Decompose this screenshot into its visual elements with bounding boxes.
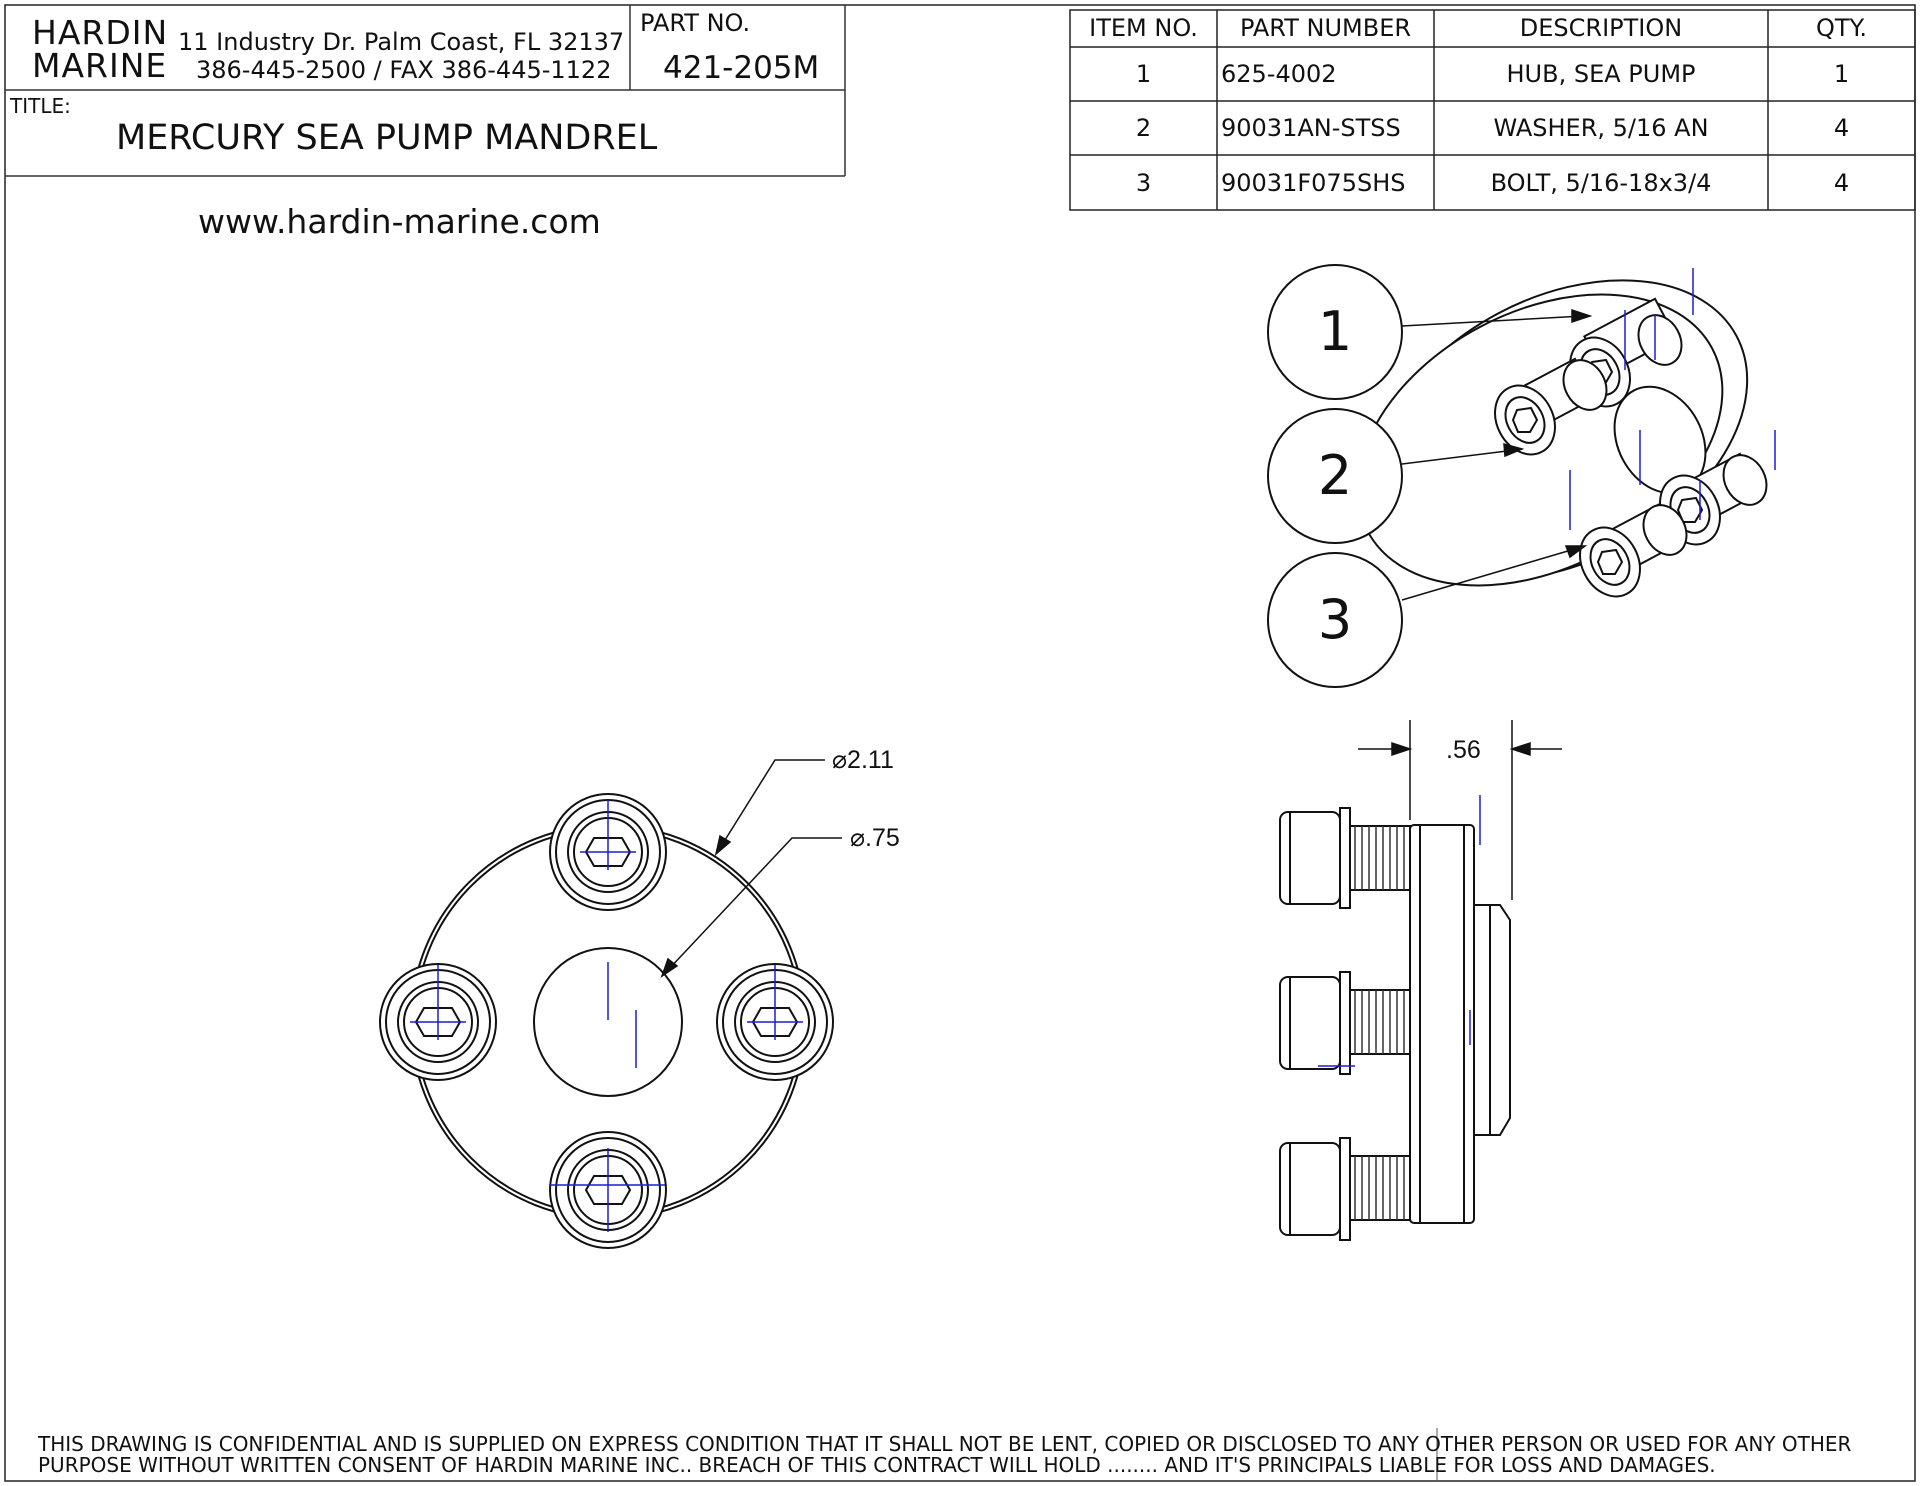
bom-header-qty: QTY.	[1816, 14, 1867, 42]
bom-cell-qty: 4	[1833, 114, 1850, 142]
bom-cell-part-number: 625-4002	[1221, 60, 1337, 88]
bom-cell-item: 2	[1135, 114, 1152, 142]
confidentiality-notice	[38, 1434, 1918, 1476]
bom-cell-description: HUB, SEA PUMP	[1506, 60, 1696, 88]
bom-cell-qty: 1	[1833, 60, 1850, 88]
company-name	[32, 13, 169, 85]
confidentiality-line1: THIS DRAWING IS CONFIDENTIAL AND IS SUPPLIED ON EXPRESS CONDITION THAT IT SHALL NOT BE LENT, COPIED OR DISCLOSED TO ANY OTHER PERSON OR USED FOR ANY OTHER	[38, 1432, 1852, 1456]
bom-cell-description: WASHER, 5/16 AN	[1493, 114, 1709, 142]
dim-hub-thickness: .56	[1446, 736, 1481, 764]
company-phone-fax: 386-445-2500 / FAX 386-445-1122	[196, 56, 612, 84]
bom-cell-part-number: 90031AN-STSS	[1221, 114, 1401, 142]
side-pilot-boss	[1474, 905, 1510, 1135]
balloon-3-label: 3	[1317, 588, 1353, 651]
dim-bore-diameter: ⌀.75	[850, 824, 900, 852]
dim-outer-diameter: ⌀2.11	[832, 746, 894, 774]
balloon-2-label: 2	[1317, 444, 1353, 507]
part-no-label: PART NO.	[640, 9, 751, 37]
front-view	[380, 760, 842, 1248]
bom-cell-part-number: 90031F075SHS	[1221, 169, 1406, 197]
bom-header-description: DESCRIPTION	[1519, 14, 1683, 42]
side-view	[1280, 720, 1562, 1240]
company-name-line2: MARINE	[32, 46, 168, 85]
bom-cell-item: 1	[1135, 60, 1152, 88]
part-no-value: 421-205M	[663, 50, 820, 86]
bom-cell-description: BOLT, 5/16-18x3/4	[1490, 169, 1712, 197]
bom-header-item: ITEM NO.	[1089, 14, 1198, 42]
bom-cell-item: 3	[1135, 169, 1152, 197]
bom-header-part-number: PART NUMBER	[1239, 14, 1412, 42]
company-address: 11 Industry Dr. Palm Coast, FL 32137	[178, 28, 625, 56]
balloon-1-label: 1	[1317, 300, 1353, 363]
bom-cell-qty: 4	[1833, 169, 1850, 197]
drawing-title: MERCURY SEA PUMP MANDREL	[116, 118, 658, 158]
company-name-line1: HARDIN	[32, 13, 169, 52]
title-label: TITLE:	[10, 94, 71, 118]
confidentiality-line2: PURPOSE WITHOUT WRITTEN CONSENT OF HARDIN MARINE INC.. BREACH OF THIS CONTRACT WILL HOLD ........ AND IT'S PRINCIPALS LIABLE FOR LOSS AND DAMAGES.	[38, 1453, 1716, 1477]
website-link[interactable]: www.hardin-marine.com	[198, 202, 601, 241]
